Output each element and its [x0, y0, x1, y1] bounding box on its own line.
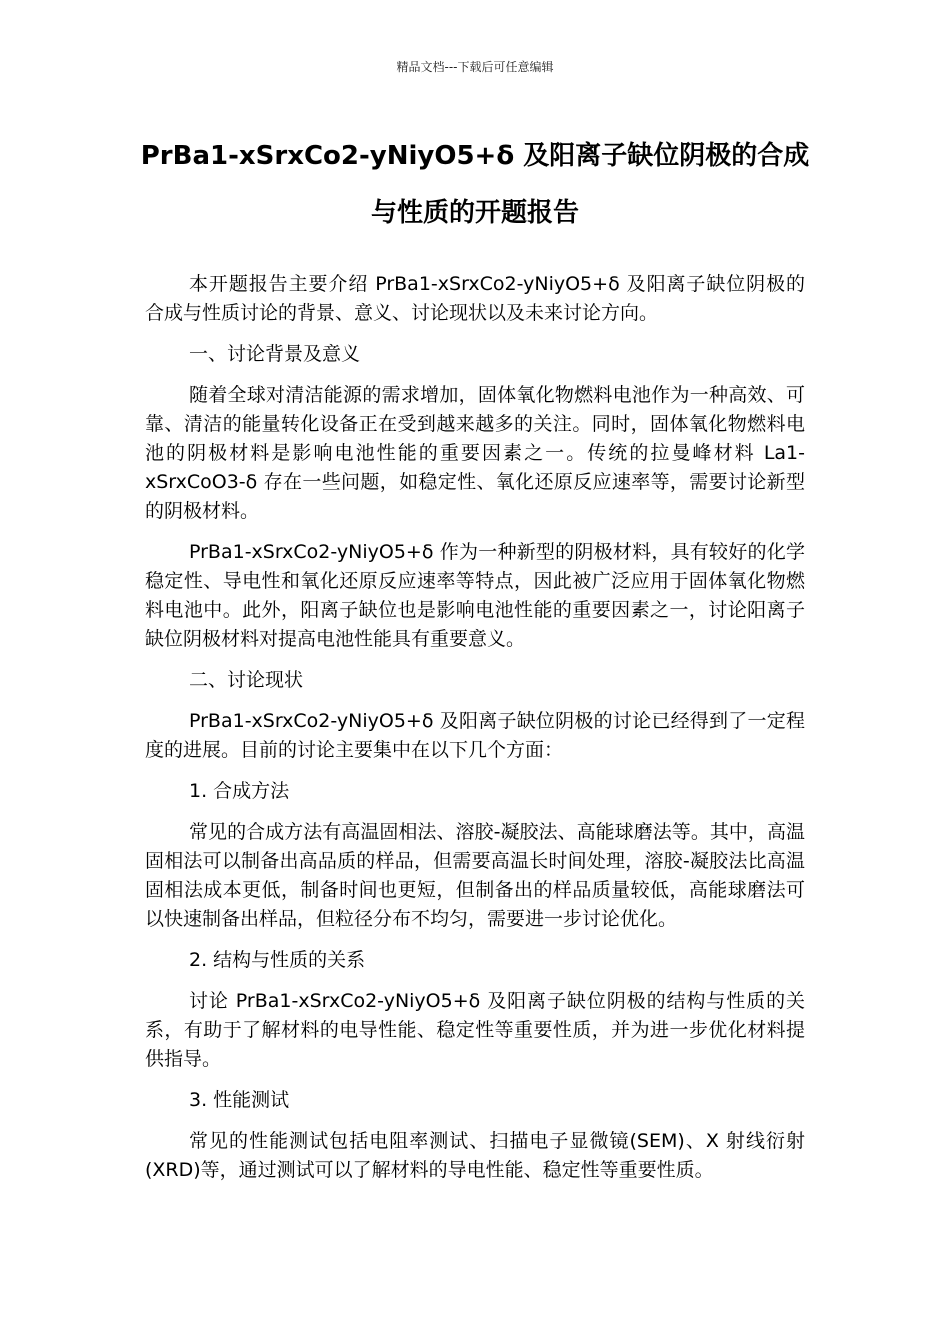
- subheading-synthesis: 1. 合成方法: [189, 780, 290, 802]
- document-title-line-2: 与性质的开题报告: [370, 198, 579, 228]
- structure-paragraph: 讨论 PrBa1-xSrxCo2-yNiyO5+δ 及阳离子缺位阴极的结构与性质的关系，有助于了解材料的电导性能、稳定性等重要性质，并为进一步优化材料提供指导。: [145, 990, 805, 1070]
- testing-paragraph: 常见的性能测试包括电阻率测试、扫描电子显微镜(SEM)、X 射线衍射(XRD)等，通过测试可以了解材料的导电性能、稳定性等重要性质。: [145, 1130, 805, 1181]
- header-note: 精品文档---下载后可任意编辑: [396, 60, 554, 74]
- background-paragraph-2: PrBa1-xSrxCo2-yNiyO5+δ 作为一种新型的阴极材料，具有较好的化学稳定性、导电性和氧化还原反应速率等特点，因此被广泛应用于固体氧化物燃料电池中。此外，阳离子缺位也是影响电池性能的重要因素之一，讨论阳离子缺位阴极材料对提高电池性能具有重要意义。: [145, 541, 805, 650]
- subheading-testing: 3. 性能测试: [189, 1089, 290, 1111]
- document-body: [145, 270, 805, 1197]
- section-heading-background: 一、讨论背景及意义: [189, 343, 361, 365]
- status-paragraph: PrBa1-xSrxCo2-yNiyO5+δ 及阳离子缺位阴极的讨论已经得到了一定程度的进展。目前的讨论主要集中在以下几个方面：: [145, 710, 805, 761]
- background-paragraph-1: 随着全球对清洁能源的需求增加，固体氧化物燃料电池作为一种高效、可靠、清洁的能量转化设备正在受到越来越多的关注。同时，固体氧化物燃料电池的阴极材料是影响电池性能的重要因素之一。传统的拉曼峰材料 La1-xSrxCoO3-δ 存在一些问题，如稳定性、氧化还原反应速率等，需要讨论新型的阴极材料。: [145, 384, 805, 522]
- subheading-structure: 2. 结构与性质的关系: [189, 949, 366, 971]
- section-heading-status: 二、讨论现状: [189, 669, 304, 691]
- intro-paragraph: 本开题报告主要介绍 PrBa1-xSrxCo2-yNiyO5+δ 及阳离子缺位阴极的合成与性质讨论的背景、意义、讨论现状以及未来讨论方向。: [145, 273, 805, 324]
- synthesis-paragraph: 常见的合成方法有高温固相法、溶胶-凝胶法、高能球磨法等。其中，高温固相法可以制备出高品质的样品，但需要高温长时间处理，溶胶-凝胶法比高温固相法成本更低，制备时间也更短，但制备出的样品质量较低，高能球磨法可以快速制备出样品，但粒径分布不均匀，需要进一步讨论优化。: [145, 821, 805, 930]
- document-title-line-1: PrBa1-xSrxCo2-yNiyO5+δ 及阳离子缺位阴极的合成: [140, 141, 810, 171]
